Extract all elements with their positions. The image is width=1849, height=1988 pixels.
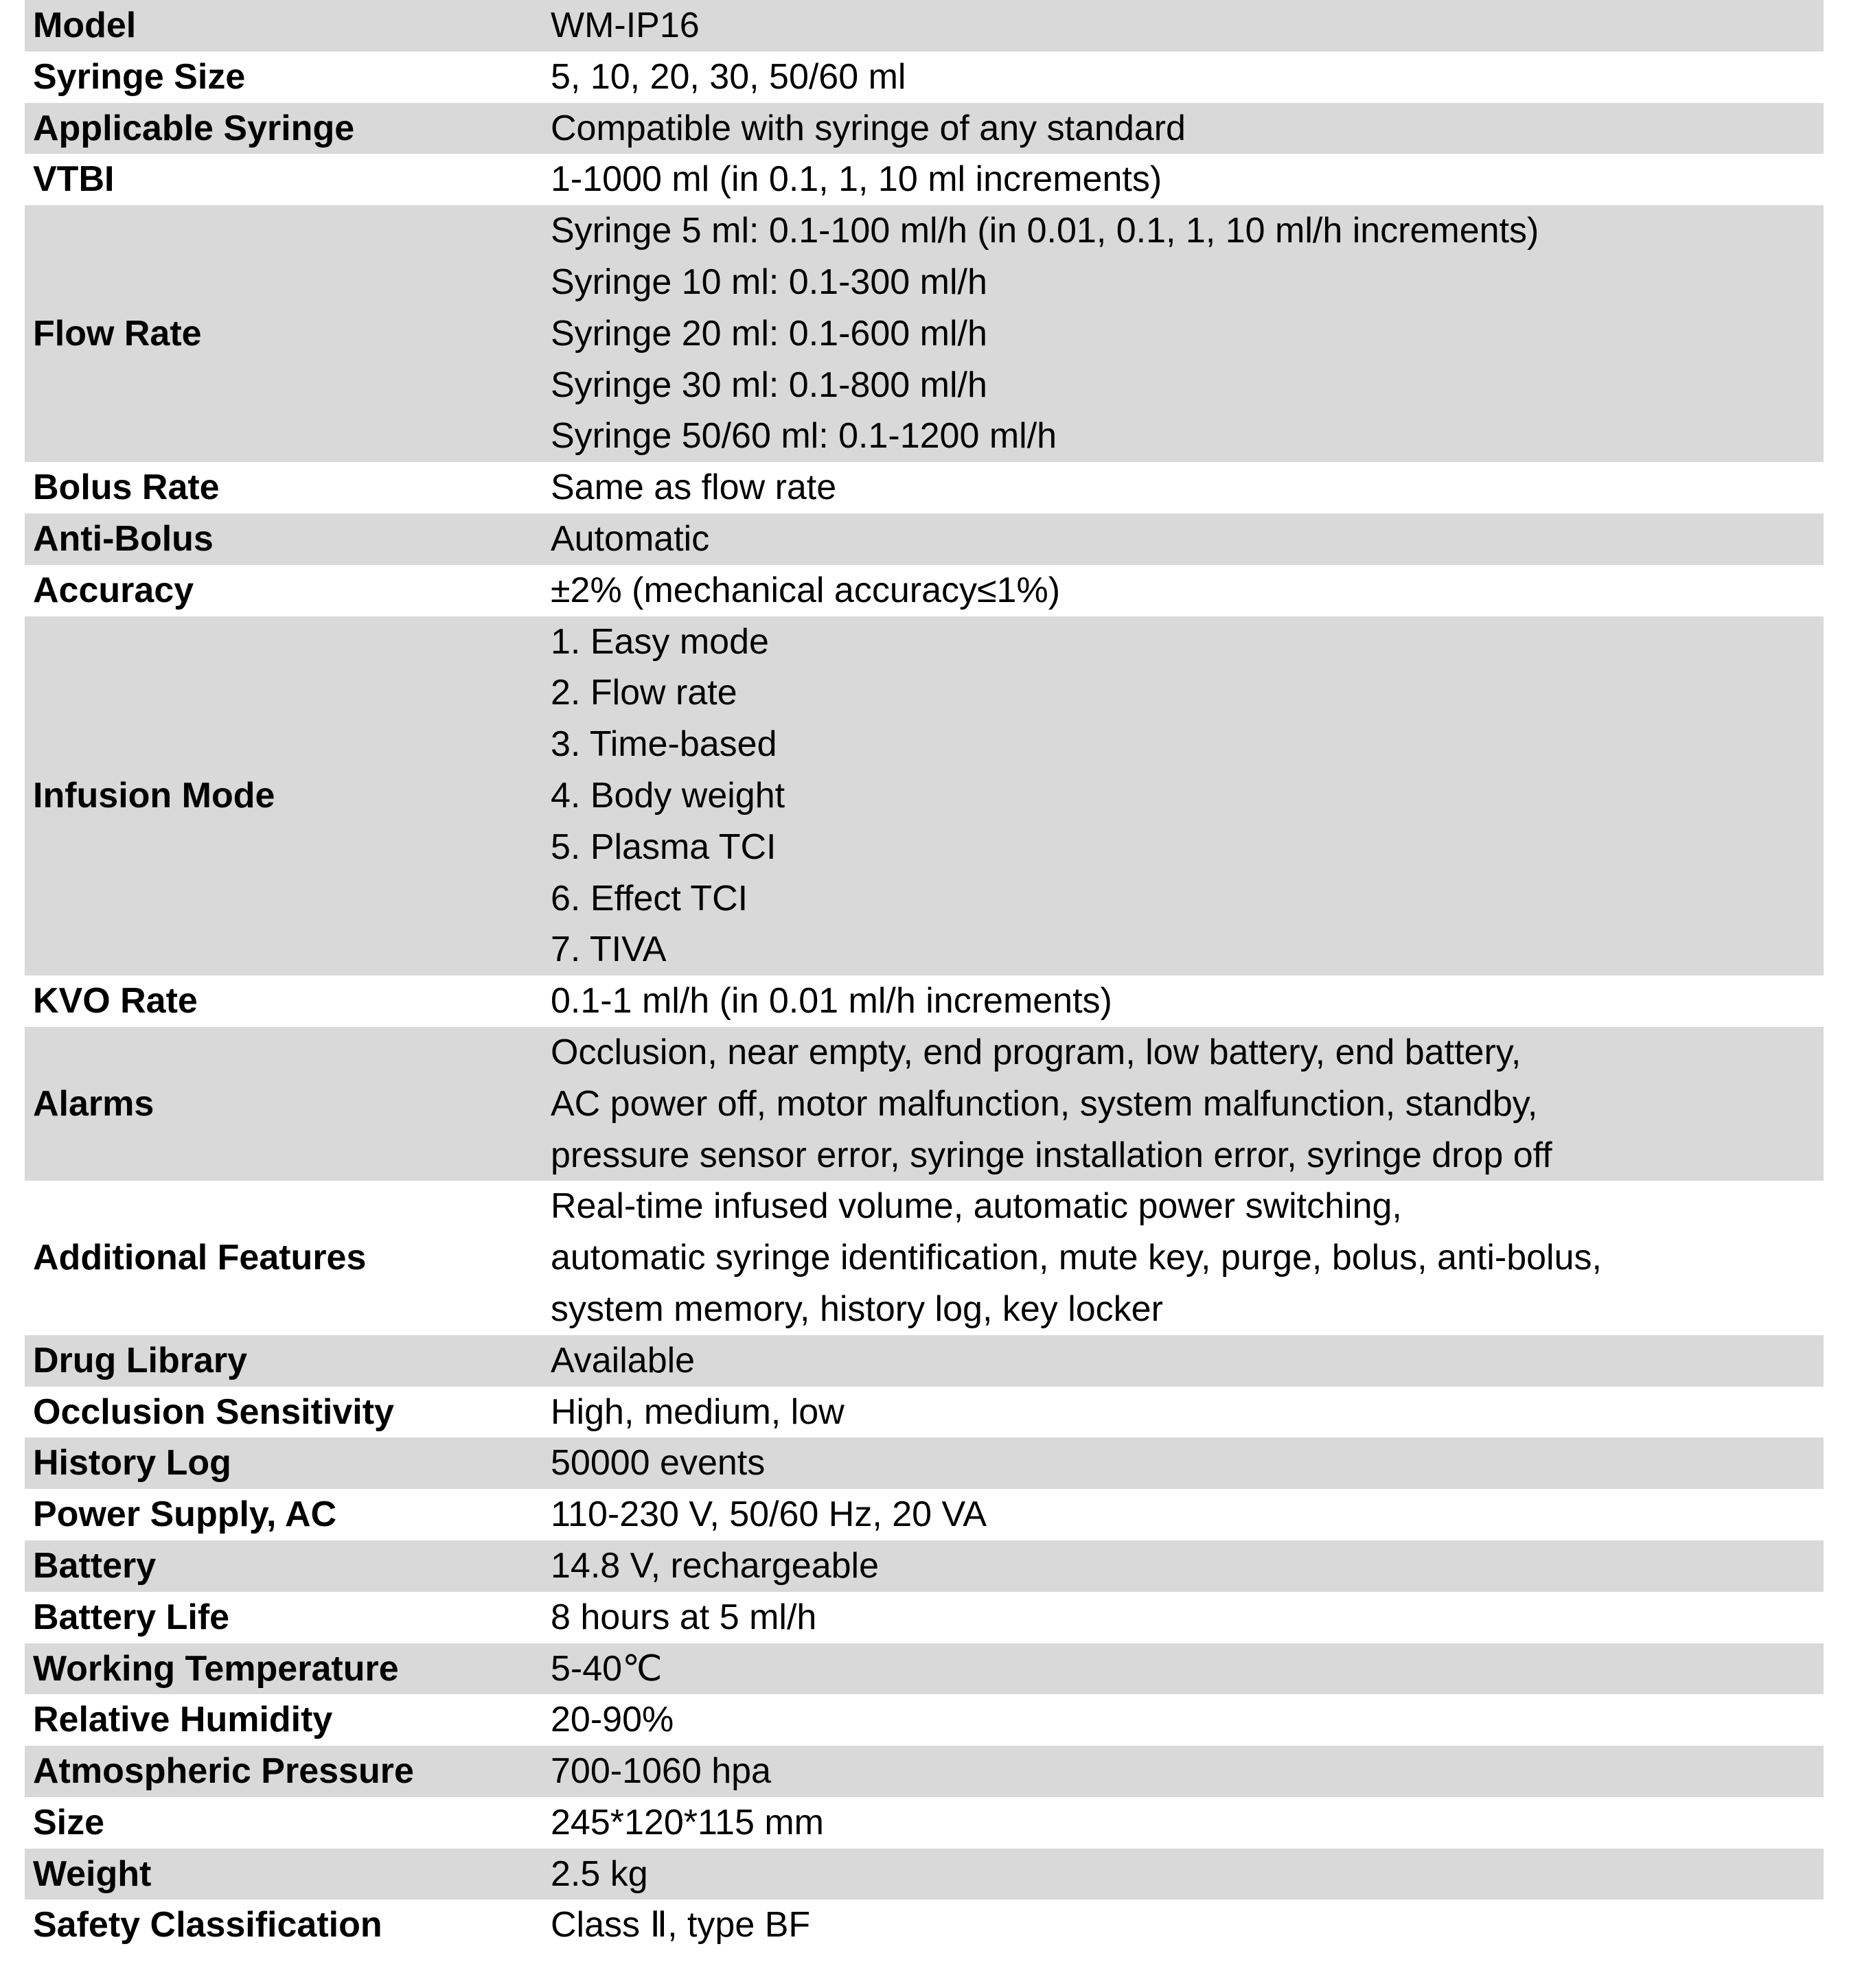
value-line: Syringe 5 ml: 0.1-100 ml/h (in 0.01, 0.1, 1, 10 ml/h increments) xyxy=(551,211,1539,251)
value-line: 245*120*115 mm xyxy=(551,1802,824,1842)
table-row xyxy=(25,513,1824,565)
row-value xyxy=(551,1899,1824,1951)
row-value xyxy=(551,205,1824,462)
row-label: Model xyxy=(33,5,137,45)
table-row xyxy=(25,0,1824,51)
value-line: Syringe 20 ml: 0.1-600 ml/h xyxy=(551,313,987,354)
value-line: AC power off, motor malfunction, system malfunction, standby, xyxy=(551,1083,1538,1124)
table-row xyxy=(25,462,1824,513)
row-value xyxy=(551,154,1824,205)
row-value xyxy=(551,1797,1824,1849)
row-label: Applicable Syringe xyxy=(33,108,355,148)
value-line: 2.5 kg xyxy=(551,1853,648,1894)
value-line: Class Ⅱ, type BF xyxy=(551,1905,811,1945)
value-line: 7. TIVA xyxy=(551,929,667,970)
row-label: Weight xyxy=(33,1853,152,1894)
row-value xyxy=(551,51,1824,103)
table-row xyxy=(25,154,1824,205)
value-line: 14.8 V, rechargeable xyxy=(551,1545,880,1586)
row-label: History Log xyxy=(33,1443,231,1483)
value-line: system memory, history log, key locker xyxy=(551,1288,1163,1329)
table-row xyxy=(25,1746,1824,1797)
row-value xyxy=(551,513,1824,565)
row-value xyxy=(551,975,1824,1027)
table-row xyxy=(25,205,1824,462)
row-label: Anti-Bolus xyxy=(33,518,214,559)
value-line: 0.1-1 ml/h (in 0.01 ml/h increments) xyxy=(551,981,1112,1021)
value-line: WM-IP16 xyxy=(551,5,700,45)
row-label: Battery Life xyxy=(33,1597,230,1637)
table-row xyxy=(25,1797,1824,1849)
value-line: pressure sensor error, syringe installation error, syringe drop off xyxy=(551,1135,1552,1175)
value-line: automatic syringe identification, mute key, purge, bolus, anti-bolus, xyxy=(551,1238,1602,1278)
row-value xyxy=(551,565,1824,616)
row-value xyxy=(551,462,1824,513)
table-row xyxy=(25,1027,1824,1181)
table-row xyxy=(25,103,1824,154)
row-label: Flow Rate xyxy=(33,313,202,354)
row-label: Power Supply, AC xyxy=(33,1494,337,1535)
value-line: Syringe 10 ml: 0.1-300 ml/h xyxy=(551,262,987,302)
row-label: Accuracy xyxy=(33,570,194,610)
row-label: Atmospheric Pressure xyxy=(33,1751,414,1792)
value-line: 50000 events xyxy=(551,1443,766,1483)
value-line: Occlusion, near empty, end program, low battery, end battery, xyxy=(551,1032,1521,1072)
table-row xyxy=(25,1540,1824,1592)
value-line: 4. Body weight xyxy=(551,775,785,816)
table-row xyxy=(25,565,1824,616)
value-line: 20-90% xyxy=(551,1700,674,1740)
row-value xyxy=(551,1027,1824,1181)
row-label: Alarms xyxy=(33,1083,154,1124)
table-row xyxy=(25,1592,1824,1643)
value-line: Available xyxy=(551,1340,696,1380)
value-line: 5, 10, 20, 30, 50/60 ml xyxy=(551,56,906,97)
spec-table xyxy=(25,0,1824,1951)
row-value xyxy=(551,1540,1824,1592)
value-line: 5-40℃ xyxy=(551,1648,663,1689)
table-row xyxy=(25,1489,1824,1540)
row-label: Drug Library xyxy=(33,1340,248,1380)
value-line: Automatic xyxy=(551,518,710,559)
row-value xyxy=(551,1489,1824,1540)
table-row xyxy=(25,975,1824,1027)
row-label: Syringe Size xyxy=(33,56,246,97)
row-label: Bolus Rate xyxy=(33,467,220,508)
table-row xyxy=(25,1335,1824,1387)
value-line: 5. Plasma TCI xyxy=(551,827,777,867)
row-label: Battery xyxy=(33,1545,157,1586)
row-label: Additional Features xyxy=(33,1238,367,1278)
row-label: Occlusion Sensitivity xyxy=(33,1391,394,1432)
row-value xyxy=(551,1335,1824,1387)
table-row xyxy=(25,1181,1824,1334)
value-line: 3. Time-based xyxy=(551,724,777,765)
value-line: High, medium, low xyxy=(551,1391,845,1432)
value-line: 110-230 V, 50/60 Hz, 20 VA xyxy=(551,1494,987,1535)
value-line: 1-1000 ml (in 0.1, 1, 10 ml increments) xyxy=(551,159,1162,200)
value-line: Real-time infused volume, automatic power switching, xyxy=(551,1186,1402,1227)
row-value xyxy=(551,0,1824,51)
row-label: Infusion Mode xyxy=(33,775,275,816)
value-line: 1. Easy mode xyxy=(551,621,769,662)
value-line: 700-1060 hpa xyxy=(551,1751,771,1792)
row-label: Relative Humidity xyxy=(33,1700,333,1740)
table-row xyxy=(25,1899,1824,1951)
row-value xyxy=(551,1849,1824,1900)
row-label: VTBI xyxy=(33,159,115,200)
row-label: Working Temperature xyxy=(33,1648,399,1689)
value-line: 6. Effect TCI xyxy=(551,878,748,918)
row-value xyxy=(551,616,1824,976)
value-line: Compatible with syringe of any standard xyxy=(551,108,1186,148)
row-value xyxy=(551,1387,1824,1438)
table-row xyxy=(25,616,1824,976)
value-line: 2. Flow rate xyxy=(551,673,737,713)
row-value xyxy=(551,1592,1824,1643)
value-line: Syringe 50/60 ml: 0.1-1200 ml/h xyxy=(551,416,1057,456)
value-line: Syringe 30 ml: 0.1-800 ml/h xyxy=(551,365,987,405)
row-value xyxy=(551,1694,1824,1746)
row-value xyxy=(551,1181,1824,1334)
table-row xyxy=(25,1849,1824,1900)
row-value xyxy=(551,103,1824,154)
table-row xyxy=(25,1694,1824,1746)
table-row xyxy=(25,1437,1824,1489)
table-row xyxy=(25,1387,1824,1438)
value-line: 8 hours at 5 ml/h xyxy=(551,1597,817,1637)
table-row xyxy=(25,51,1824,103)
table-row xyxy=(25,1643,1824,1695)
row-label: Size xyxy=(33,1802,105,1842)
row-value xyxy=(551,1437,1824,1489)
row-label: KVO Rate xyxy=(33,981,198,1021)
row-value xyxy=(551,1746,1824,1797)
row-label: Safety Classification xyxy=(33,1905,382,1945)
row-value xyxy=(551,1643,1824,1695)
value-line: Same as flow rate xyxy=(551,467,837,508)
value-line: ±2% (mechanical accuracy≤1%) xyxy=(551,570,1061,610)
